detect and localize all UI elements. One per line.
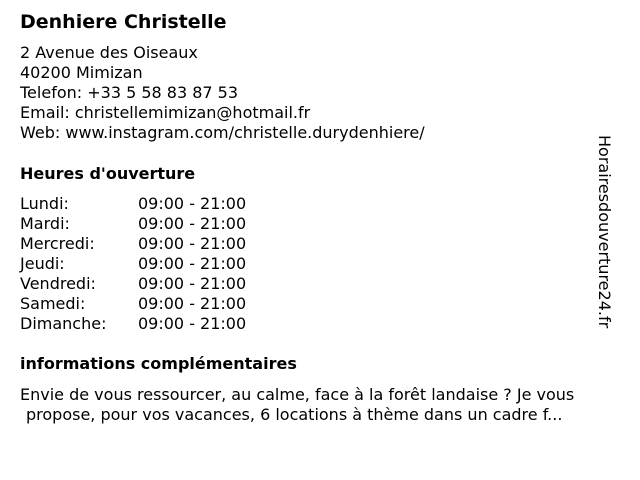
time-range: 09:00 - 21:00: [138, 254, 247, 273]
additional-info-title: informations complémentaires: [20, 354, 297, 373]
description-line: Envie de vous ressourcer, au calme, face à la forêt landaise ? Je vous: [20, 385, 575, 404]
address-city: 40200 Mimizan: [20, 63, 143, 82]
day-label: Vendredi:: [20, 274, 96, 293]
hours-row-sunday: [20, 314, 280, 334]
contact-block: [20, 43, 425, 143]
email-line: Email: christellemimizan@hotmail.fr: [20, 103, 311, 122]
business-name: Denhiere Christelle: [20, 11, 227, 33]
hours-row-tuesday: [20, 214, 280, 234]
time-range: 09:00 - 21:00: [138, 194, 247, 213]
hours-row-friday: [20, 274, 280, 294]
web-line: Web: www.instagram.com/christelle.durydenhiere/: [20, 123, 425, 142]
additional-info-text: [20, 385, 625, 425]
hours-row-thursday: [20, 254, 280, 274]
address-street: 2 Avenue des Oiseaux: [20, 43, 198, 62]
time-range: 09:00 - 21:00: [138, 294, 247, 313]
day-label: Jeudi:: [20, 254, 65, 273]
opening-hours-table: [20, 194, 280, 334]
day-label: Lundi:: [20, 194, 69, 213]
day-label: Mardi:: [20, 214, 70, 233]
time-range: 09:00 - 21:00: [138, 214, 247, 233]
site-watermark: Horairesdouverture24.fr: [595, 135, 614, 329]
day-label: Samedi:: [20, 294, 86, 313]
phone-line: Telefon: +33 5 58 83 87 53: [20, 83, 239, 102]
time-range: 09:00 - 21:00: [138, 314, 247, 333]
hours-row-wednesday: [20, 234, 280, 254]
hours-row-saturday: [20, 294, 280, 314]
day-label: Mercredi:: [20, 234, 95, 253]
opening-hours-title: Heures d'ouverture: [20, 164, 196, 183]
day-label: Dimanche:: [20, 314, 107, 333]
hours-row-monday: [20, 194, 280, 214]
time-range: 09:00 - 21:00: [138, 234, 247, 253]
time-range: 09:00 - 21:00: [138, 274, 247, 293]
description-line: propose, pour vos vacances, 6 locations à thème dans un cadre f...: [26, 405, 563, 424]
